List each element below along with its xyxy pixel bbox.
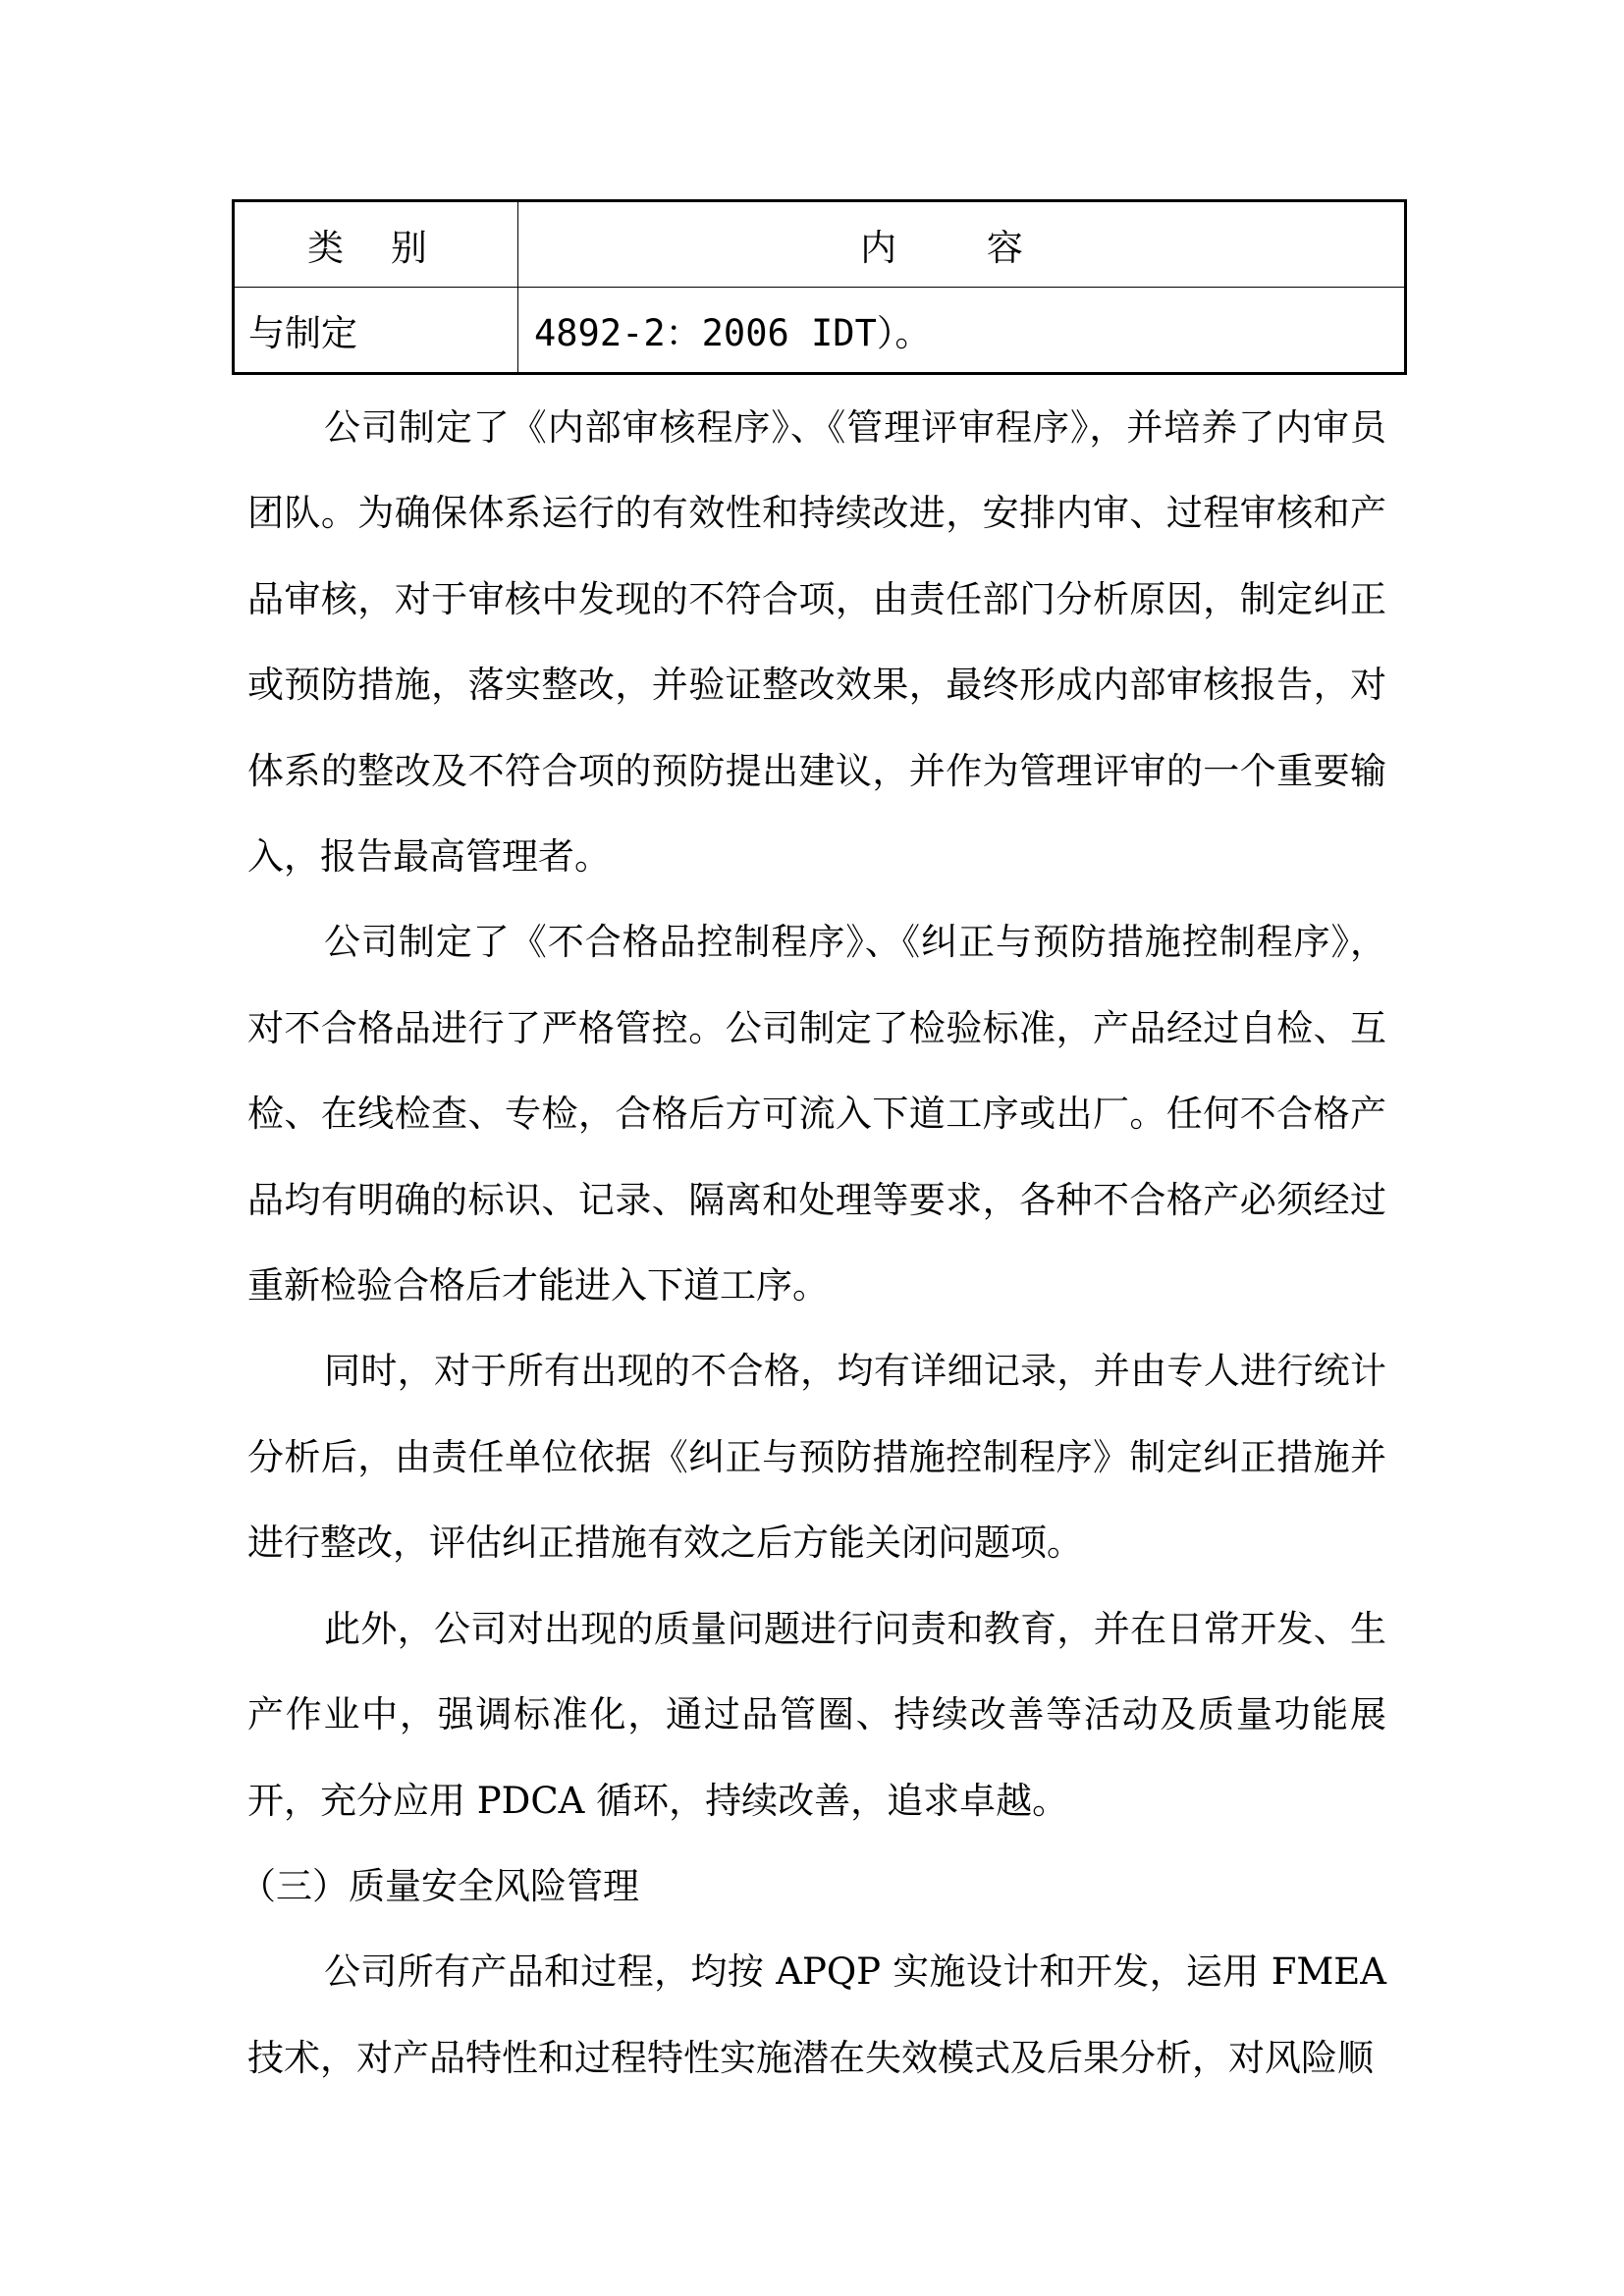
paragraph-nonconforming-control: 公司制定了《不合格品控制程序》、《纠正与预防措施控制程序》，对不合格品进行了严格管控。公司制定了检验标准，产品经过自检、互检、在线检查、专检，合格后方可流入下道工序或出厂。任何不合格产品均有明确的标识、记录、隔离和处理等要求，各种不合格产必须经过重新检验合格后才能进入下道工序。 (247, 921, 1386, 1308)
table-header-row (234, 201, 1406, 288)
section-heading: （三）质量安全风险管理 (240, 1864, 639, 1907)
table-header-content: 内 容 (518, 201, 1406, 288)
category-table (232, 199, 1407, 375)
paragraph-risk-management: 公司所有产品和过程，均按 APQP 实施设计和开发，运用 FMEA 技术，对产品特性和过程特性实施潜在失效模式及后果分析，对风险顺 (247, 1950, 1386, 2079)
paragraph-statistics: 同时，对于所有出现的不合格，均有详细记录，并由专人进行统计分析后，由责任单位依据《纠正与预防措施控制程序》制定纠正措施并进行整改，评估纠正措施有效之后方能关闭问题项。 (247, 1350, 1386, 1565)
table-cell-category: 与制定 (234, 288, 518, 374)
table-cell-content: 4892-2：2006 IDT）。 (518, 288, 1406, 374)
paragraph-internal-audit: 公司制定了《内部审核程序》、《管理评审程序》，并培养了内审员团队。为确保体系运行的有效性和持续改进，安排内审、过程审核和产品审核，对于审核中发现的不符合项，由责任部门分析原因，制定纠正或预防措施，落实整改，并验证整改效果，最终形成内部审核报告，对体系的整改及不符合项的预防提出建议，并作为管理评审的一个重要输入，报告最高管理者。 (247, 406, 1386, 879)
table-header-category: 类 别 (234, 201, 518, 288)
body-text (240, 385, 1386, 2101)
table-row (234, 288, 1406, 374)
paragraph-accountability: 此外，公司对出现的质量问题进行问责和教育，并在日常开发、生产作业中，强调标准化，通过品管圈、持续改善等活动及质量功能展开，充分应用 PDCA 循环，持续改善，追求卓越。 (247, 1607, 1386, 1822)
